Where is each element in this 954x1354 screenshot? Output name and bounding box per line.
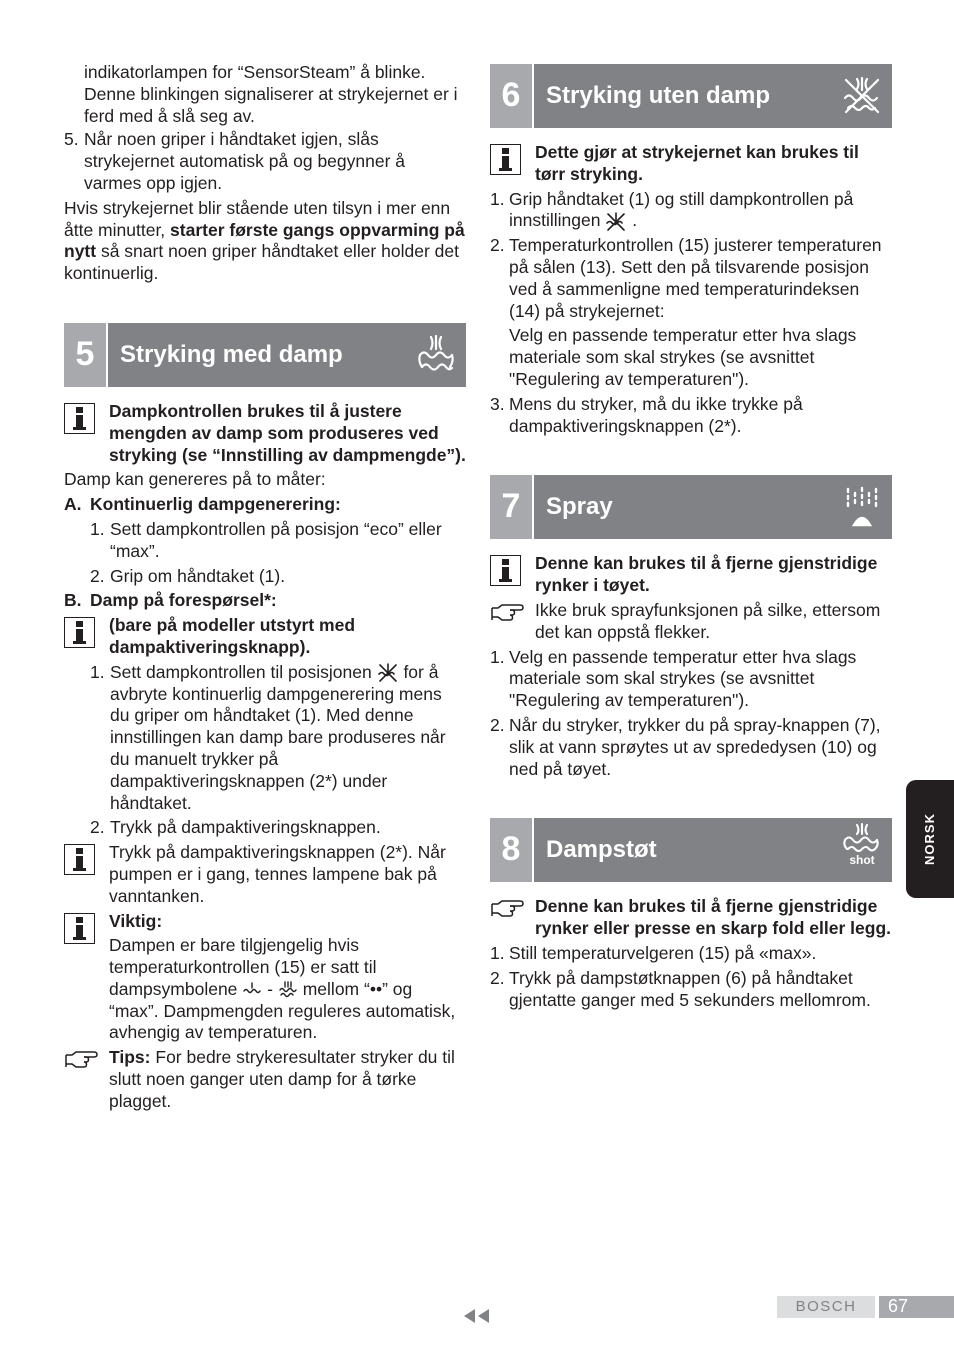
list-item: 2. Grip om håndtaket (1). bbox=[90, 565, 286, 586]
info-note: Dampkontrollen brukes til å justere mengden av damp som produseres ved stryking (se “Innstilling av dampmengde”). bbox=[64, 401, 466, 466]
subheading-a: A. Kontinuerlig dampgenerering: bbox=[64, 494, 341, 515]
section-title: Dampstøt bbox=[546, 836, 657, 864]
section-number: 8 bbox=[490, 818, 532, 882]
no-steam-icon bbox=[840, 74, 884, 118]
no-steam-icon bbox=[377, 663, 399, 683]
list-item: 1. Velg en passende temperatur etter hva slags materiale som skal strykes (se avsnittet "Regulering av temperaturen"). bbox=[490, 646, 857, 711]
info-note: Trykk på dampaktiveringsknappen (2*). Når pumpen er i gang, tennes lampene bak på vanntanken. bbox=[64, 842, 466, 907]
steam-icon bbox=[242, 982, 262, 998]
section-title: Stryking med damp bbox=[120, 341, 343, 369]
list-item: 1. Sett dampkontrollen til posisjonen for å avbryte kontinuerlig dampgenerering mens du griper om håndtaket (1). Med denne innstillingen kan damp bare produseres når du manuelt trykker på dampaktiveringsknappen (2*) under håndtaket. bbox=[90, 661, 446, 813]
list-item: 2. Temperaturkontrollen (15) justerer temperaturen på sålen (13). Sett den på tilsvarende posisjon ved å sammenligne med temperaturindeksen (14) på strykejernet: Velg en passende temperatur etter hva slags materiale som skal strykes (se avsnittet "Regulering av temperaturen"). bbox=[490, 235, 882, 389]
pointing-hand-icon bbox=[64, 1047, 100, 1069]
info-note: Denne kan brukes til å fjerne gjenstridige rynker i tøyet. bbox=[490, 553, 892, 597]
info-note: Viktig: Dampen er bare tilgjengelig hvis temperaturkontrollen (15) er satt til dampsymbolene - mellom “••” og “max”. Dampmengden reguleres automatisk, avhengig av temperaturen. bbox=[64, 911, 466, 1045]
info-icon bbox=[490, 144, 521, 175]
pointing-hand-icon bbox=[490, 896, 526, 918]
list-item: 5. Når noen griper i håndtaket igjen, slås strykejernet automatisk på og begynner å varmes opp igjen. bbox=[64, 129, 406, 193]
steam-icon bbox=[414, 333, 458, 377]
tip-note: Ikke bruk sprayfunksjonen på silke, ettersom det kan oppstå flekker. bbox=[490, 600, 892, 644]
brand-label: BOSCH bbox=[777, 1296, 875, 1318]
section-number: 6 bbox=[490, 64, 532, 128]
list-item: 2. Trykk på dampstøtknappen (6) på håndtaket gjentatte ganger med 5 sekunders mellomrom. bbox=[490, 967, 871, 1010]
info-icon bbox=[490, 555, 521, 586]
info-note: Dette gjør at strykejernet kan brukes til tørr stryking. bbox=[490, 142, 892, 186]
section-header-5 bbox=[64, 323, 466, 387]
list-item: 2. Trykk på dampaktiveringsknappen. bbox=[90, 817, 381, 838]
list-item: 2. Når du stryker, trykker du på spray-knappen (7), slik at vann sprøytes ut av sprededysen (10) og ned på tøyet. bbox=[490, 714, 881, 779]
list-item: 1. Grip håndtaket (1) og still dampkontrollen på innstillingen . bbox=[490, 188, 854, 231]
section-number: 5 bbox=[64, 323, 106, 387]
language-tab: NORSK bbox=[906, 780, 954, 898]
info-icon bbox=[64, 617, 95, 648]
paragraph: Hvis strykejernet blir stående uten tilsyn i mer enn åtte minutter, starter første gangs oppvarming på nytt så snart noen griper håndtaket eller holder det kontinuerlig. bbox=[64, 197, 465, 284]
info-note: (bare på modeller utstyrt med dampaktiveringsknapp). bbox=[64, 615, 466, 659]
section-header-8 bbox=[490, 818, 892, 882]
back-arrows-icon bbox=[462, 1308, 494, 1324]
pointing-hand-icon bbox=[490, 600, 526, 622]
list-item: 3. Mens du stryker, må du ikke trykke på dampaktiveringsknappen (2*). bbox=[490, 393, 803, 436]
list-item: 1. Still temperaturvelgeren (15) på «max». bbox=[490, 942, 817, 963]
list-item: 1. Sett dampkontrollen på posisjon “eco” eller “max”. bbox=[90, 518, 442, 561]
section-header-7 bbox=[490, 475, 892, 539]
info-icon bbox=[64, 403, 95, 434]
shot-label: shot bbox=[849, 853, 875, 867]
no-steam-icon bbox=[605, 212, 627, 232]
subheading-b: B. Damp på forespørsel*: bbox=[64, 590, 277, 611]
section-number: 7 bbox=[490, 475, 532, 539]
page-number: 67 bbox=[879, 1296, 954, 1318]
info-icon bbox=[64, 913, 95, 944]
tip-note: Denne kan brukes til å fjerne gjenstridige rynker eller presse en skarp fold eller legg. bbox=[490, 896, 892, 940]
section-title: Spray bbox=[546, 493, 613, 521]
steam-icon bbox=[278, 981, 298, 999]
spray-icon bbox=[840, 485, 884, 529]
tip-note: Tips: For bedre strykeresultater stryker du til slutt noen ganger uten damp for å tørke plagget. bbox=[64, 1047, 466, 1112]
right-column bbox=[490, 64, 892, 1011]
left-column: indikatorlampen for “SensorSteam” å blinke. Denne blinkingen signaliserer at strykejernet er i ferd med å slå seg av. 5. Når noen griper i håndtaket igjen, slås strykejernet automatisk på og begynner å varmes opp igjen. Hvis strykejernet blir stående uten tilsyn i mer enn åtte minutter, starter første gangs oppvarming på nytt så snart noen griper håndtaket eller holder det kontinuerlig. 5 Stryking med damp Dampkontrollen brukes til å justere mengden av damp som produseres ved stryking (se “Innstilling av dampmengde”). Damp kan genereres på to måter: A. Kontinuerlig dampgenerering: 1. Sett dampkontrollen på posisjon “eco” eller “max”. 2. Grip om håndtaket (1). B. Damp på forespørsel*: (bare på modeller utstyrt med dampaktiveringsknapp). 1. Sett dampkontrollen til posisjonen for å avbryte kontinuerlig dampgenerering mens du griper om håndtaket (1). Med denne innstillingen kan damp bare produseres når du manuelt trykker på dampaktiveringsknappen (2*) under håndtaket. 2. Trykk på dampaktiveringsknappen. Trykk på dampaktiveringsknappen (2*). Når pumpen er i gang, tennes lampene bak på vanntanken. Viktig: Dampen er bare tilgjengelig hvis temperaturkontrollen (15) er satt til dampsymbolene - mellom “••” og “max”. Dampmengden reguleres automatisk, avhengig av temperaturen. Tips: For bedre strykeresultater stryker du til slutt noen ganger uten damp for å tørke plagget. bbox=[64, 62, 466, 1111]
info-icon bbox=[64, 844, 95, 875]
section-header-6 bbox=[490, 64, 892, 128]
section-title: Stryking uten damp bbox=[546, 82, 771, 110]
steam-shot-icon bbox=[840, 822, 884, 866]
intro-continuation: indikatorlampen for “SensorSteam” å blinke. Denne blinkingen signaliserer at strykejernet er i ferd med å slå seg av. bbox=[84, 62, 458, 126]
